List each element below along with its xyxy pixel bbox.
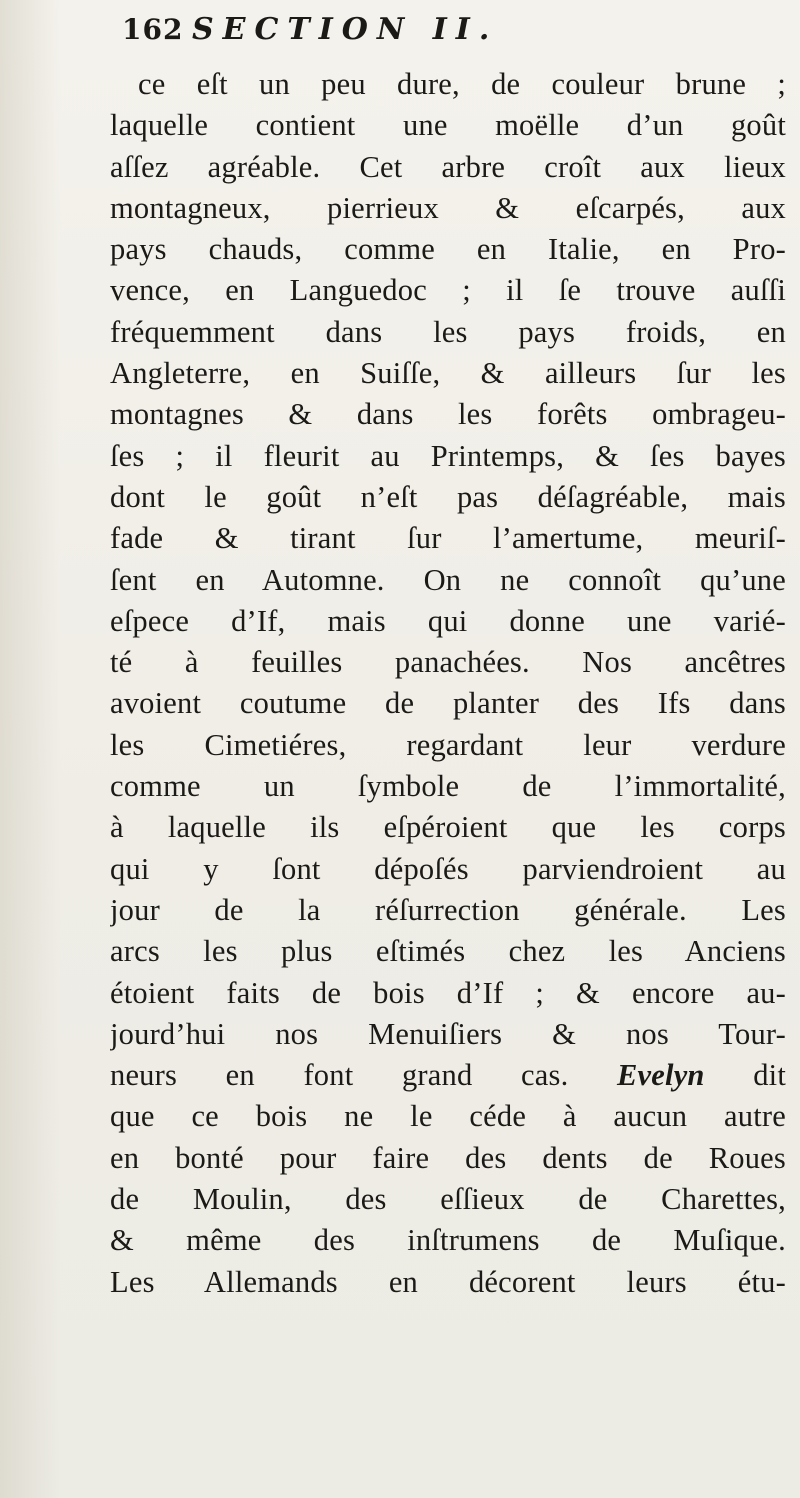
text-line: fréquemment dans les pays froids, en bbox=[110, 314, 786, 349]
author-name: Evelyn bbox=[617, 1058, 705, 1093]
text-line: montagnes & dans les forêts ombrageu- bbox=[110, 397, 786, 432]
text-line: dont le goût n’eſt pas déſagréable, mais bbox=[110, 479, 786, 514]
text-line-head: neurs en font grand cas. bbox=[110, 1058, 569, 1093]
text-line: fade & tirant ſur l’amertume, meuriſ- bbox=[110, 521, 786, 556]
text-line: étoient faits de bois d’If ; & encore au- bbox=[110, 975, 786, 1010]
text-line: à laquelle ils eſpéroient que les corps bbox=[110, 810, 786, 845]
text-line: comme un ſymbole de l’immortalité, bbox=[110, 769, 786, 804]
text-line: Angleterre, en Suiſſe, & ailleurs ſur les bbox=[110, 356, 786, 391]
running-head: SECTION II. bbox=[192, 12, 499, 47]
text-line: pays chauds, comme en Italie, en Pro- bbox=[110, 232, 786, 267]
page-number: 162 bbox=[122, 13, 184, 46]
text-line: & même des inſtrumens de Muſique. bbox=[110, 1223, 786, 1258]
text-line: ce eſt un peu dure, de couleur brune ; bbox=[138, 67, 786, 101]
text-line: aſſez agréable. Cet arbre croît aux lieux bbox=[110, 149, 786, 184]
text-line: arcs les plus eſtimés chez les Anciens bbox=[110, 934, 786, 969]
text-line: qui y ſont dépoſés parviendroient au bbox=[110, 851, 786, 886]
text-line: avoient coutume de planter des Ifs dans bbox=[110, 686, 786, 721]
text-line-with-name bbox=[110, 1055, 786, 1096]
text-line: eſpece d’If, mais qui donne une varié- bbox=[110, 603, 786, 638]
text-line: té à feuilles panachées. Nos ancêtres bbox=[110, 645, 786, 680]
text-line: en bonté pour faire des dents de Roues bbox=[110, 1140, 786, 1175]
body-text bbox=[110, 64, 786, 1303]
text-line: que ce bois ne le céde à aucun autre bbox=[110, 1099, 786, 1134]
text-line: les Cimetiéres, regardant leur verdure bbox=[110, 727, 786, 762]
text-line: montagneux, pierrieux & eſcarpés, aux bbox=[110, 190, 786, 225]
page-header bbox=[122, 12, 786, 62]
text-line: ſent en Automne. On ne connoît qu’une bbox=[110, 562, 786, 597]
text-line: jour de la réſurrection générale. Les bbox=[110, 892, 786, 927]
text-line: ſes ; il fleurit au Printemps, & ſes bayes bbox=[110, 438, 786, 473]
text-line-tail: dit bbox=[753, 1058, 786, 1093]
text-line: jourd’hui nos Menuiſiers & nos Tour- bbox=[110, 1016, 786, 1051]
text-line: laquelle contient une moëlle d’un goût bbox=[110, 108, 786, 143]
text-line: vence, en Languedoc ; il ſe trouve auſſi bbox=[110, 273, 786, 308]
text-line: Les Allemands en décorent leurs étu- bbox=[110, 1264, 786, 1299]
text-line: de Moulin, des eſſieux de Charettes, bbox=[110, 1182, 786, 1217]
